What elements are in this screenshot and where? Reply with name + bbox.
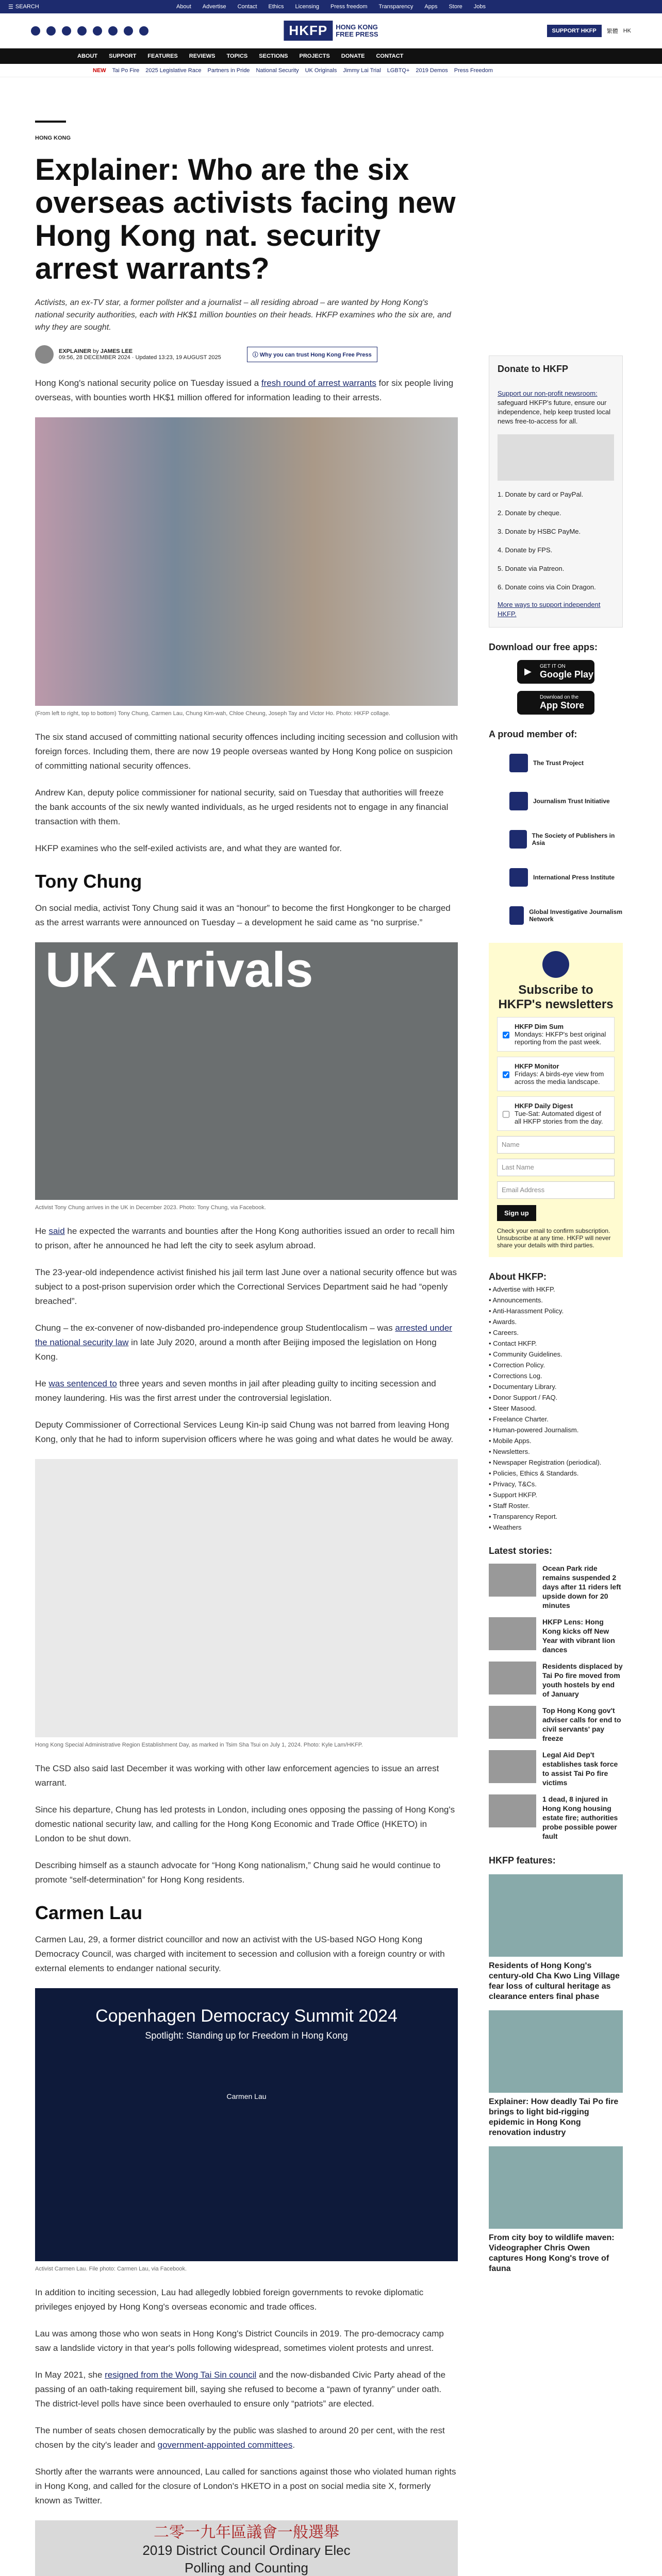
establishment-day-photo bbox=[35, 1459, 458, 1737]
about-link[interactable]: • Newspaper Registration (periodical). bbox=[489, 1459, 602, 1466]
social-icons bbox=[31, 26, 148, 36]
donate-title: Donate to HKFP bbox=[498, 364, 568, 374]
top-link[interactable]: Press freedom bbox=[330, 4, 368, 10]
about-link[interactable]: • Community Guidelines. bbox=[489, 1350, 562, 1358]
telegram-icon[interactable] bbox=[124, 26, 133, 36]
play-icon: ▶ bbox=[524, 666, 532, 676]
new-badge: NEW bbox=[93, 67, 106, 74]
election-banner-line-2: 2019 District Council Ordinary Elec bbox=[142, 2543, 351, 2558]
top-link[interactable]: Jobs bbox=[473, 4, 486, 10]
inline-link[interactable]: resigned from the Wong Tai Sin council bbox=[105, 2370, 257, 2380]
article-title: Explainer: Who are the six overseas activists facing new Hong Kong nat. security arrest warrants? bbox=[35, 153, 456, 285]
trust-link[interactable]: ⓘ Why you can trust Hong Kong Free Press bbox=[247, 347, 377, 362]
paragraph: On social media, activist Tony Chung said it was an “honour” to become the first Hongkonger to be charged as the arrest warrants were announced on Tuesday – a development he said came as “no surprise.” bbox=[35, 903, 451, 927]
site-logo[interactable] bbox=[284, 21, 378, 41]
paragraph: The 23-year-old independence activist finished his jail term last June over a national security offence but was subject to a post-prison supervision order which the Correctional Services Department said he had “openly breached”. bbox=[35, 1267, 457, 1306]
author-link[interactable]: JAMES LEE bbox=[100, 348, 133, 354]
subnav-item[interactable]: UK Originals bbox=[305, 67, 337, 74]
donate-method[interactable]: 3. Donate by HSBC PayMe. bbox=[498, 528, 581, 535]
about-link[interactable]: • Corrections Log. bbox=[489, 1372, 542, 1380]
about-link[interactable]: • Donor Support / FAQ. bbox=[489, 1394, 558, 1401]
newsletter-option[interactable]: HKFP Monitor Fridays: A birds-eye view from across the media landscape. bbox=[497, 1057, 615, 1091]
paragraph: Shortly after the warrants were announced, Lau called for sanctions against those who violated human rights in Hong Kong, and called for the closure of London's HKETO in a post on social media site X, formerly known as Twitter. bbox=[35, 2467, 456, 2505]
about-link[interactable]: • Careers. bbox=[489, 1329, 519, 1336]
feature-thumbnail bbox=[489, 1874, 623, 1957]
collage-image bbox=[35, 417, 458, 706]
story-thumbnail bbox=[489, 1662, 536, 1694]
feature-thumbnail bbox=[489, 2146, 623, 2229]
about-link[interactable]: • Support HKFP. bbox=[489, 1491, 537, 1499]
about-link[interactable]: • Announcements. bbox=[489, 1296, 543, 1304]
top-link[interactable]: About bbox=[176, 4, 191, 10]
menu-icon: ☰ bbox=[8, 4, 13, 10]
last-name-input[interactable]: Last Name bbox=[497, 1159, 615, 1176]
published-date: 09:56, 28 DECEMBER 2024 bbox=[59, 354, 130, 361]
top-links bbox=[176, 4, 486, 10]
nav-item[interactable]: TOPICS bbox=[226, 53, 248, 59]
nav-item[interactable]: ABOUT bbox=[77, 53, 98, 59]
feature-headline: Explainer: How deadly Tai Po fire brings to light bid-rigging epidemic in Hong Kong renovation industry bbox=[489, 2097, 619, 2137]
facebook-icon[interactable] bbox=[31, 26, 40, 36]
logo-text: HONG KONG FREE PRESS bbox=[336, 23, 378, 38]
paragraph: He was sentenced to three years and seven months in jail after pleading guilty to inciting secession and money laundering. His was the first arrest under the controversial legislation. bbox=[35, 1379, 436, 1403]
newsletter-option[interactable]: HKFP Dim Sum Mondays: HKFP's best original reporting from the past week. bbox=[497, 1017, 615, 1052]
article-lede: Activists, an ex-TV star, a former pollster and a journalist – all residing abroad – are wanted by Hong Kong's national security authorities, each with HK$1 million bounties on their heads. HKFP examines who the six are, and why they are sought. bbox=[35, 298, 451, 332]
features-title: HKFP features: bbox=[489, 1855, 556, 1866]
feature-headline: Residents of Hong Kong's century-old Cha Kwo Ling Village fear loss of cultural heritage as clearance enters final phase bbox=[489, 1961, 620, 2001]
sub-nav bbox=[0, 64, 662, 77]
donate-method[interactable]: 1. Donate by card or PayPal. bbox=[498, 490, 584, 498]
member-logo[interactable]: Journalism Trust Initiative bbox=[489, 786, 623, 816]
instagram-icon[interactable] bbox=[62, 26, 71, 36]
app-store-button[interactable]: Download on the App Store bbox=[517, 691, 594, 715]
photo-banner-subtitle: Spotlight: Standing up for Freedom in Hong Kong bbox=[145, 2030, 348, 2041]
article-body bbox=[35, 376, 458, 2576]
article bbox=[35, 77, 458, 2576]
about-links bbox=[489, 1285, 623, 1531]
section-heading: Tony Chung bbox=[35, 871, 142, 892]
main-area bbox=[0, 77, 662, 2576]
subnav-item[interactable]: LGBTQ+ bbox=[387, 67, 410, 74]
byline bbox=[35, 345, 458, 364]
member-logo[interactable]: International Press Institute bbox=[489, 862, 623, 892]
paragraph: He said he expected the warrants and bounties after the Hong Kong authorities issued an order to recall him to prison, after he announced he had left the city to seek asylum abroad. bbox=[35, 1226, 455, 1250]
latest-story[interactable] bbox=[489, 1750, 623, 1787]
about-link[interactable]: • Contact HKFP. bbox=[489, 1340, 537, 1347]
photo-banner-title: Copenhagen Democracy Summit 2024 bbox=[95, 2006, 398, 2026]
subnav-item[interactable]: Tai Po Fire bbox=[112, 67, 140, 74]
inline-link[interactable]: arrested under the national security law bbox=[35, 1323, 452, 1347]
donate-method[interactable]: 5. Donate via Patreon. bbox=[498, 565, 565, 572]
paragraph: In May 2021, she resigned from the Wong Tai Sin council and the now-disbanded Civic Party ahead of the passing of an oath-taking requirement bill, saying she refused to become a “pawn of tyranny” under oath. The district-level polls have since been overhauled to ensure only “patriots” are elected. bbox=[35, 2370, 446, 2409]
support-button[interactable]: SUPPORT HKFP bbox=[547, 25, 602, 37]
category-label[interactable]: HONG KONG bbox=[35, 135, 71, 141]
story-thumbnail bbox=[489, 1706, 536, 1739]
story-thumbnail bbox=[489, 1617, 536, 1650]
about-link[interactable]: • Anti-Harassment Policy. bbox=[489, 1307, 564, 1315]
hkfp-badge-icon bbox=[542, 951, 569, 978]
donate-method[interactable]: 2. Donate by cheque. bbox=[498, 509, 561, 517]
story-headline: Residents displaced by Tai Po fire moved from youth hostels by end of January bbox=[542, 1662, 623, 1698]
top-link[interactable]: Advertise bbox=[202, 4, 226, 10]
paragraph: The CSD also said last December it was working with other law enforcement agencies to issue an arrest warrant. bbox=[35, 1764, 439, 1788]
newsletter-checkbox[interactable] bbox=[503, 1064, 509, 1086]
paragraph: Lau was among those who won seats in Hong Kong's District Councils in 2019. The pro-democracy camp saw a landslide victory in that year's polls following widespread, sometimes violent protests and unrest. bbox=[35, 2329, 444, 2353]
image-caption: Activist Tony Chung arrives in the UK in December 2023. Photo: Tony Chung, via Facebook. bbox=[35, 1205, 266, 1211]
donate-methods bbox=[498, 490, 614, 592]
about-link[interactable]: • Privacy, T&Cs. bbox=[489, 1480, 537, 1488]
latest-story[interactable] bbox=[489, 1617, 623, 1654]
donate-method[interactable]: 4. Donate by FPS. bbox=[498, 546, 553, 554]
updated-date: Updated 13:23, 19 AUGUST 2025 bbox=[135, 354, 221, 361]
paragraph: The six stand accused of committing national security offences including inciting secession and collusion with foreign forces. Including them, there are now 19 people overseas wanted by Hong Kong police on suspicion of committing national security offences. bbox=[35, 732, 458, 771]
latest-stories bbox=[489, 1564, 623, 1841]
about-link[interactable]: • Human-powered Journalism. bbox=[489, 1426, 579, 1434]
nav-item[interactable]: REVIEWS bbox=[189, 53, 216, 59]
feature-story[interactable] bbox=[489, 2146, 623, 2274]
main-nav bbox=[0, 48, 662, 64]
donate-image bbox=[498, 434, 614, 481]
paragraph: Describing himself as a staunch advocate for “Hong Kong nationalism,” Chung said he would continue to promote “self-determination” for Hong Kong residents. bbox=[35, 1860, 441, 1885]
latest-story[interactable] bbox=[489, 1564, 623, 1610]
about-link[interactable]: • Documentary Library. bbox=[489, 1383, 557, 1391]
paragraph: Deputy Commissioner of Correctional Services Leung Kin-ip said Chung was not barred from leaving Hong Kong, only that he had to inform supervision officers where he was going and what dates he would be away. bbox=[35, 1420, 454, 1444]
inline-link[interactable]: said bbox=[48, 1226, 65, 1236]
paragraph: In addition to inciting secession, Lau had allegedly lobbied foreign governments to revoke diplomatic privileges enjoyed by Hong Kong's overseas economic and trade offices. bbox=[35, 2287, 424, 2312]
member-logo[interactable]: The Trust Project bbox=[489, 748, 623, 778]
top-link[interactable]: Ethics bbox=[268, 4, 284, 10]
paragraph: Carmen Lau, 29, a former district councillor and now an activist with the US-based NGO Hong Kong Democracy Council, was charged with incitement to secession and collusion with a foreign country or with external elements to endanger national security. bbox=[35, 1935, 445, 1973]
latest-title: Latest stories: bbox=[489, 1546, 553, 1556]
election-banner-line-3: Polling and Counting bbox=[185, 2560, 308, 2575]
newsletter-note: Check your email to confirm subscription. Unsubscribe at any time. HKFP will never share your details with third parties. bbox=[497, 1227, 611, 1249]
title-rule bbox=[35, 121, 66, 123]
inline-link[interactable]: was sentenced to bbox=[48, 1379, 117, 1388]
latest-story[interactable] bbox=[489, 1706, 623, 1743]
about-link[interactable]: • Mobile Apps. bbox=[489, 1437, 532, 1445]
story-thumbnail bbox=[489, 1794, 536, 1827]
linkedin-icon[interactable] bbox=[93, 26, 102, 36]
story-headline: Ocean Park ride remains suspended 2 days after 11 riders left upside down for 20 minutes bbox=[542, 1564, 621, 1609]
nav-item[interactable]: SECTIONS bbox=[259, 53, 288, 59]
top-link[interactable]: Apps bbox=[424, 4, 438, 10]
member-title: A proud member of: bbox=[489, 729, 577, 739]
inline-link[interactable]: government-appointed committees bbox=[157, 2440, 293, 2450]
logo-box: HKFP bbox=[284, 21, 333, 41]
nav-item[interactable]: DONATE bbox=[341, 53, 365, 59]
feature-thumbnail bbox=[489, 2010, 623, 2093]
election-banner-line-1: 二零一九年區議會一般選舉 bbox=[154, 2524, 339, 2541]
about-link[interactable]: • Newsletters. bbox=[489, 1448, 530, 1455]
signup-button[interactable]: Sign up bbox=[497, 1205, 536, 1221]
site-header bbox=[0, 13, 662, 48]
newsletter-checkbox[interactable] bbox=[503, 1104, 509, 1125]
about-link[interactable]: • Transparency Report. bbox=[489, 1513, 558, 1520]
donate-method[interactable]: 6. Donate coins via Coin Dragon. bbox=[498, 583, 596, 591]
latest-story[interactable] bbox=[489, 1794, 623, 1841]
newsletter-checkbox[interactable] bbox=[503, 1024, 509, 1046]
threads-icon[interactable] bbox=[108, 26, 118, 36]
member-logo[interactable]: The Society of Publishers in Asia bbox=[489, 824, 623, 854]
sidebar bbox=[489, 77, 623, 2576]
about-link[interactable]: • Weathers bbox=[489, 1523, 522, 1531]
story-headline: Top Hong Kong gov't adviser calls for end to civil servants' pay freeze bbox=[542, 1706, 621, 1742]
photo-sign-text: UK Arrivals bbox=[45, 942, 313, 997]
story-headline: Legal Aid Dep't establishes task force to assist Tai Po fire victims bbox=[542, 1751, 618, 1787]
paragraph: Since his departure, Chung has led protests in London, including ones opposing the passing of Hong Kong's domestic national security law, and calling for the Hong Kong Economic and Trade Office (HKETO) in London to be shut down. bbox=[35, 1805, 455, 1843]
subnav-item[interactable]: 2019 Demos bbox=[416, 67, 448, 74]
summit-photo bbox=[35, 1988, 458, 2261]
top-link[interactable]: Licensing bbox=[295, 4, 319, 10]
election-photo bbox=[35, 2520, 458, 2576]
feature-headline: From city boy to wildlife maven: Videographer Chris Owen captures Hong Kong's trove of fauna bbox=[489, 2233, 615, 2273]
byline-text: EXPLAINER by JAMES LEE 09:56, 28 DECEMBER 2024 · Updated 13:23, 19 AUGUST 2025 bbox=[59, 348, 221, 361]
top-link[interactable]: Transparency bbox=[378, 4, 413, 10]
info-icon: ⓘ bbox=[252, 352, 260, 358]
top-bar bbox=[0, 0, 662, 13]
paragraph: Chung – the ex-convener of now-disbanded pro-independence group Studentlocalism – was arrested under the national security law in late July 2020, around a month after Beijing imposed the legislation on Hong Kong. bbox=[35, 1323, 452, 1362]
inline-link[interactable]: fresh round of arrest warrants bbox=[261, 378, 376, 388]
nav-item[interactable]: PROJECTS bbox=[299, 53, 330, 59]
donate-box: Donate to HKFP Support our non-profit newsroom: safeguard HKFP's future, ensure our independence, help keep trusted local news free-to-access for all. 1. Donate by card or PayPal. 2. Donate by cheque. 3. Donate by HSBC PayMe. 4. Donate by FPS. 5. Donate via Patreon. 6. Donate coins via Coin Dragon. More ways to support independent HKFP. bbox=[489, 355, 623, 628]
feature-story[interactable] bbox=[489, 2010, 623, 2138]
subnav-item[interactable]: 2025 Legislative Race bbox=[145, 67, 202, 74]
photo-banner-name: Carmen Lau bbox=[226, 2092, 267, 2100]
paragraph: Hong Kong's national security police on Tuesday issued a fresh round of arrest warrants for six people living overseas, with bounties worth HK$1 million offered for information leading to their arrests. bbox=[35, 378, 454, 402]
section-heading: Carmen Lau bbox=[35, 1902, 143, 1923]
google-play-button[interactable]: ▶ GET IT ON Google Play bbox=[517, 660, 594, 684]
story-headline: 1 dead, 8 injured in Hong Kong housing estate fire; authorities probe possible power fault bbox=[542, 1795, 618, 1840]
newsletter-box bbox=[489, 943, 623, 1257]
newsletter-option[interactable]: HKFP Daily Digest Tue-Sat: Automated digest of all HKFP stories from the day. bbox=[497, 1096, 615, 1131]
story-headline: HKFP Lens: Hong Kong kicks off New Year with vibrant lion dances bbox=[542, 1618, 615, 1654]
newsletter-title: Subscribe to HKFP's newsletters bbox=[498, 983, 614, 1011]
subnav-item[interactable]: Partners in Pride bbox=[207, 67, 250, 74]
email-icon[interactable] bbox=[139, 26, 148, 36]
search-toggle[interactable]: ☰ SEARCH bbox=[8, 4, 39, 10]
about-link[interactable]: • Advertise with HKFP. bbox=[489, 1285, 555, 1293]
donate-more-link[interactable]: More ways to support independent HKFP. bbox=[498, 601, 601, 618]
story-thumbnail bbox=[489, 1750, 536, 1783]
top-link[interactable]: Store bbox=[449, 4, 462, 10]
about-link[interactable]: • Staff Roster. bbox=[489, 1502, 530, 1510]
x-icon[interactable] bbox=[46, 26, 56, 36]
donate-link[interactable]: Support our non-profit newsroom: bbox=[498, 389, 598, 397]
nav-item[interactable]: SUPPORT bbox=[109, 53, 137, 59]
top-link[interactable]: Contact bbox=[237, 4, 257, 10]
feature-story[interactable] bbox=[489, 1874, 623, 2002]
youtube-icon[interactable] bbox=[77, 26, 87, 36]
uk-arrivals-photo bbox=[35, 942, 458, 1200]
image-caption: Hong Kong Special Administrative Region Establishment Day, as marked in Tsim Sha Tsui on July 1, 2024. Photo: Kyle Lam/HKFP. bbox=[35, 1742, 363, 1748]
about-link[interactable]: • Steer Masood. bbox=[489, 1404, 537, 1412]
about-link[interactable]: • Correction Policy. bbox=[489, 1361, 545, 1369]
about-link[interactable]: • Awards. bbox=[489, 1318, 517, 1326]
paragraph: The number of seats chosen democratically by the public was slashed to around 20 per cent, with the rest chosen by the city's leader and government-appointed committees. bbox=[35, 2426, 445, 2450]
subnav-item[interactable]: National Security bbox=[256, 67, 299, 74]
image-caption: Activist Carmen Lau. File photo: Carmen Lau, via Facebook. bbox=[35, 2266, 187, 2272]
subnav-item[interactable]: Jimmy Lai Trial bbox=[343, 67, 381, 74]
feature-stories bbox=[489, 1874, 623, 2274]
apps-title: Download our free apps: bbox=[489, 642, 598, 652]
language-link[interactable]: 繁體 bbox=[606, 28, 618, 35]
latest-story[interactable] bbox=[489, 1662, 623, 1699]
first-name-input[interactable]: Name bbox=[497, 1136, 615, 1154]
header-actions bbox=[547, 25, 631, 37]
subnav-item[interactable]: Press Freedom bbox=[454, 67, 493, 74]
author-avatar bbox=[35, 345, 54, 364]
paragraph: HKFP examines who the self-exiled activists are, and what they are wanted for. bbox=[35, 843, 342, 853]
about-link[interactable]: • Freelance Charter. bbox=[489, 1415, 549, 1423]
about-link[interactable]: • Policies, Ethics & Standards. bbox=[489, 1469, 579, 1477]
story-thumbnail bbox=[489, 1564, 536, 1597]
paragraph: Andrew Kan, deputy police commissioner for national security, said on Tuesday that authorities will freeze the bank accounts of the six newly wanted individuals, as he urged residents not to engage in any financial transaction with them. bbox=[35, 788, 449, 826]
about-title: About HKFP: bbox=[489, 1272, 547, 1282]
nav-item[interactable]: CONTACT bbox=[376, 53, 404, 59]
region-link[interactable]: HK bbox=[623, 27, 631, 34]
image-caption: (From left to right, top to bottom) Tony Chung, Carmen Lau, Chung Kim-wah, Chloe Cheung, Joseph Tay and Victor Ho. Photo: HKFP collage. bbox=[35, 710, 390, 717]
member-logo[interactable]: Global Investigative Journalism Network bbox=[489, 901, 623, 930]
nav-item[interactable]: FEATURES bbox=[147, 53, 178, 59]
email-input[interactable]: Email Address bbox=[497, 1181, 615, 1199]
